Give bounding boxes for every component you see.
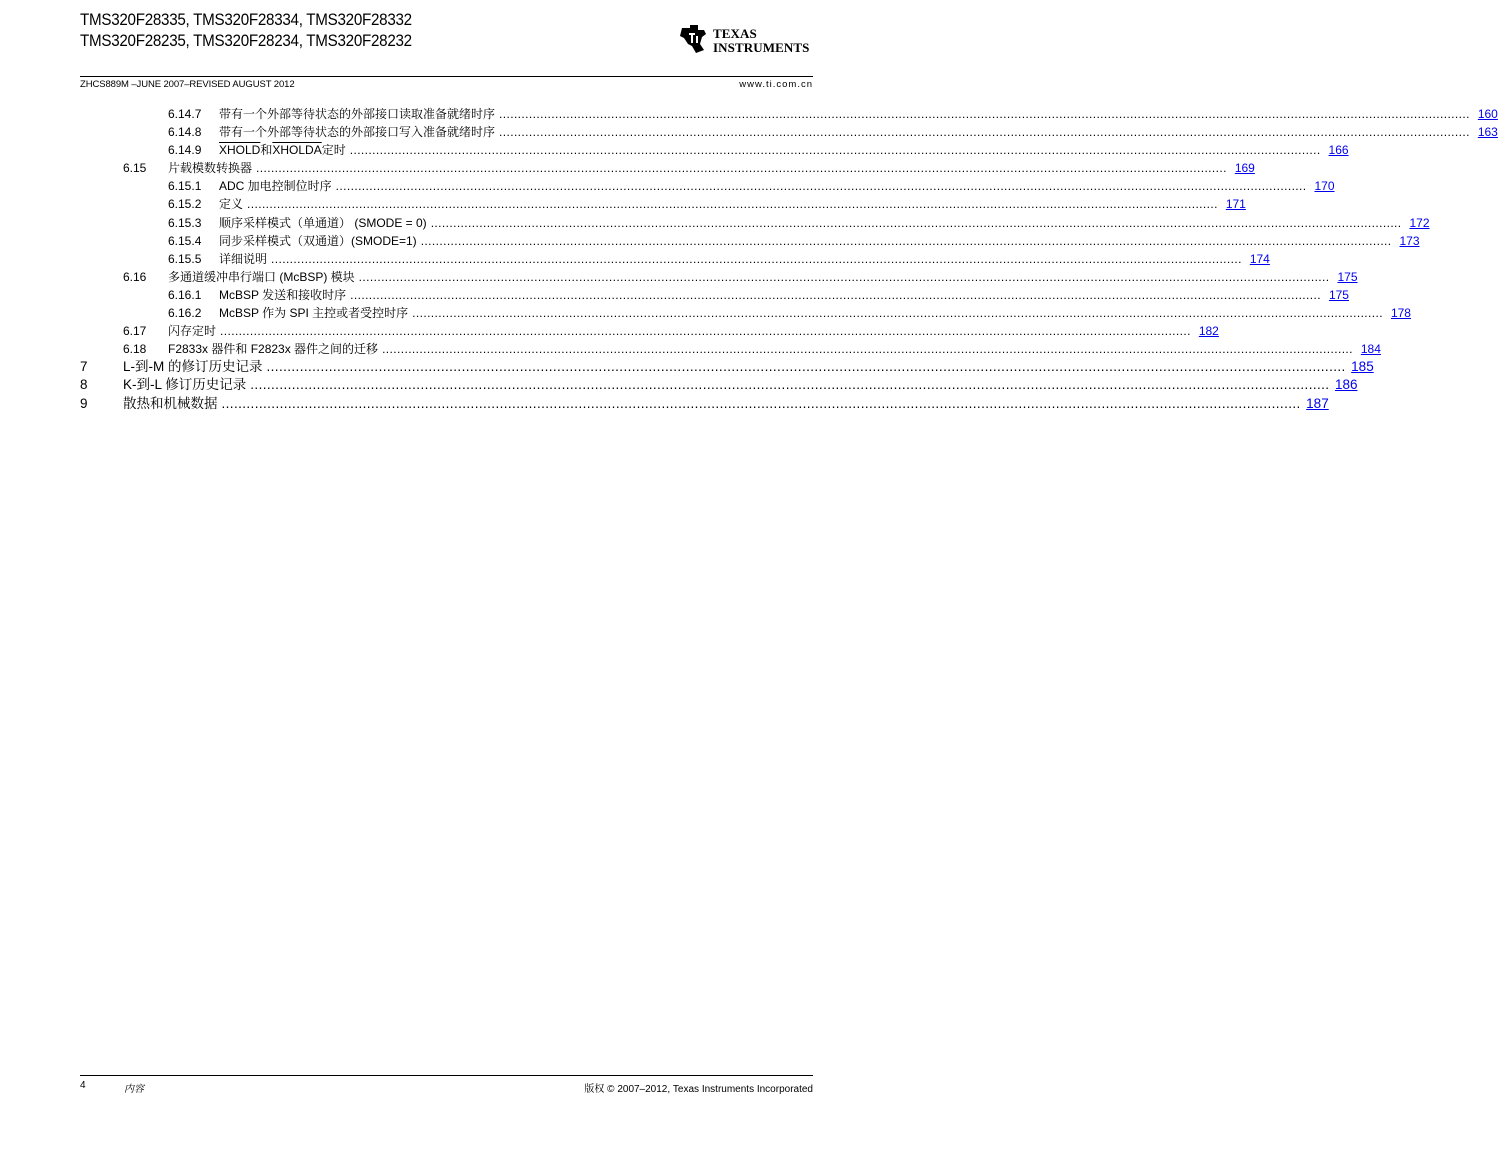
toc-entry-page-link[interactable]: 185 [1351, 359, 1374, 375]
toc-entry-label[interactable]: McBSP 作为 SPI 主控或者受控时序 [219, 306, 409, 321]
toc-entry-number: 6.15.2 [168, 197, 202, 212]
toc-entry-number: 7 [80, 359, 88, 375]
toc-entry-line [168, 159, 1255, 177]
toc-entry-line [219, 304, 1411, 322]
toc-entry-number: 6.16.1 [168, 287, 202, 302]
toc-entry[interactable] [80, 340, 1381, 358]
toc-leader-dots: .................................................................................................................................................................................................................................................................... [335, 179, 1307, 194]
toc-leader-dots: .................................................................................................................................................................................................................................................................... [420, 233, 1392, 248]
toc-entry-line [168, 268, 1358, 286]
toc-entry-line [123, 376, 1358, 394]
toc-entry-number: 8 [80, 377, 88, 393]
toc-entry-line [123, 358, 1374, 376]
header-rule [80, 76, 813, 77]
toc-entry-line [219, 214, 1430, 232]
toc-leader-dots: .................................................................................................................................................................................................................................................................... [220, 324, 1191, 339]
footer-copyright: 版权 © 2007–2012, Texas Instruments Incorporated [584, 1084, 813, 1095]
toc-leader-dots: .................................................................................................................................................................................................................................................................... [247, 197, 1218, 212]
toc-entry-label[interactable]: McBSP 发送和接收时序 [219, 287, 347, 302]
toc-entry-label[interactable]: 顺序采样模式（单通道） (SMODE = 0) [219, 215, 427, 230]
toc-entry[interactable] [80, 395, 1329, 413]
toc-entry-label[interactable]: 片载模数转换器 [168, 161, 253, 176]
ti-logo [678, 24, 818, 58]
footer-rule [80, 1075, 813, 1076]
toc-leader-dots: .................................................................................................................................................................................................................................................................... [499, 125, 1470, 140]
toc-leader-dots: .................................................................................................................................................................................................................................................................... [350, 287, 1321, 302]
toc-entry-line [168, 322, 1219, 340]
toc-entry-page-link[interactable]: 169 [1234, 161, 1255, 176]
toc-leader-dots: .................................................................................................................................................................................................................................................................... [430, 215, 1402, 230]
toc-entry-label[interactable]: 定义 [219, 197, 244, 212]
toc-entry-number: 6.14.9 [168, 143, 202, 158]
toc-entry-label-part: 定时 [321, 143, 346, 158]
toc-leader-dots: .................................................................................................................................................................................................................................................................... [412, 306, 1383, 321]
document-id: ZHCS889M –JUNE 2007–REVISED AUGUST 2012 [80, 79, 295, 90]
toc-entry-number: 6.15 [123, 161, 147, 176]
toc-entry-line [123, 395, 1329, 413]
toc-entry-label[interactable]: 带有一个外部等待状态的外部接口读取准备就绪时序 [219, 107, 496, 121]
toc-leader-dots: .................................................................................................................................................................................................................................................................... [358, 269, 1330, 284]
toc-entry-page-link[interactable]: 175 [1337, 269, 1358, 284]
toc-entry-line [219, 286, 1349, 304]
toc-entry-label[interactable]: 详细说明 [219, 251, 268, 266]
toc-entry[interactable] [80, 159, 1255, 177]
toc-entry-number: 6.16.2 [168, 306, 202, 321]
toc-entry-line [219, 105, 1498, 123]
toc-entry[interactable] [80, 304, 1411, 322]
toc-entry-label[interactable]: 多通道缓冲串行端口 (McBSP) 模块 [168, 269, 355, 284]
toc-entry-label[interactable]: ADC 加电控制位时序 [219, 179, 332, 194]
toc-leader-dots: .................................................................................................................................................................................................................................................................... [250, 377, 1330, 393]
toc-entry-number: 6.16 [123, 269, 147, 284]
toc-entry-label[interactable]: K-到-L 修订历史记录 [123, 377, 247, 393]
website-link[interactable]: www.ti.com.cn [739, 79, 813, 90]
toc-entry[interactable] [80, 141, 1349, 159]
toc-entry-page-link[interactable]: 172 [1409, 215, 1430, 230]
toc-entry-line [219, 141, 1349, 159]
toc-entry-line [219, 232, 1420, 250]
ti-logo-wordmark: TEXAS INSTRUMENTS [713, 26, 810, 55]
toc-entry-page-link[interactable]: 171 [1225, 197, 1246, 212]
toc-entry-line [219, 250, 1270, 268]
toc-entry-label[interactable]: 同步采样模式（双通道）(SMODE=1) [219, 233, 417, 248]
toc-entry-number: 6.14.7 [168, 107, 202, 121]
footer-page-number: 4 [80, 1080, 86, 1091]
toc-entry[interactable] [80, 322, 1219, 340]
toc-entry-label[interactable]: F2833x 器件和 F2823x 器件之间的迁移 [168, 342, 379, 357]
toc-entry-label-part: XHOLDA [272, 143, 322, 158]
toc-entry-label[interactable] [219, 141, 346, 159]
toc-entry[interactable] [80, 268, 1358, 286]
toc-leader-dots: .................................................................................................................................................................................................................................................................... [382, 342, 1353, 357]
toc-entry-page-link[interactable]: 160 [1477, 107, 1498, 121]
ti-logo-icon [678, 24, 710, 54]
toc-leader-dots: .................................................................................................................................................................................................................................................................... [499, 107, 1470, 121]
toc-entry-line [219, 195, 1246, 213]
toc-entry[interactable] [80, 286, 1349, 304]
toc-entry-number: 6.14.8 [168, 125, 202, 140]
table-of-contents [80, 105, 1498, 413]
toc-entry-number: 6.15.3 [168, 215, 202, 230]
toc-entry-page-link[interactable]: 163 [1477, 125, 1498, 140]
toc-entry-number: 6.15.1 [168, 179, 202, 194]
toc-entry-label[interactable]: 闪存定时 [168, 324, 217, 339]
toc-entry-number: 6.18 [123, 342, 147, 357]
toc-entry[interactable] [80, 358, 1374, 376]
toc-entry-page-link[interactable]: 186 [1334, 377, 1358, 393]
toc-entry[interactable] [80, 105, 1498, 123]
toc-entry-page-link[interactable]: 178 [1390, 306, 1411, 321]
toc-entry[interactable] [80, 250, 1270, 268]
toc-entry-page-link[interactable]: 170 [1314, 179, 1335, 194]
toc-entry-line [219, 177, 1335, 195]
document-title [80, 10, 412, 52]
toc-entry-page-link[interactable]: 184 [1360, 342, 1381, 357]
toc-entry[interactable] [80, 195, 1246, 213]
toc-entry[interactable] [80, 214, 1430, 232]
toc-entry-page-link[interactable]: 173 [1399, 233, 1420, 248]
toc-entry[interactable] [80, 232, 1420, 250]
toc-leader-dots: .................................................................................................................................................................................................................................................................... [271, 251, 1242, 266]
toc-entry-page-link[interactable]: 174 [1249, 251, 1270, 266]
toc-entry-label-part: XHOLD [219, 143, 261, 158]
toc-entry-number: 6.15.4 [168, 233, 202, 248]
toc-entry-number: 6.15.5 [168, 251, 202, 266]
toc-entry-page-link[interactable]: 187 [1306, 395, 1329, 411]
toc-entry-page-link[interactable]: 175 [1328, 287, 1349, 302]
toc-leader-dots: .................................................................................................................................................................................................................................................................... [266, 359, 1346, 375]
toc-entry[interactable] [80, 123, 1498, 141]
toc-leader-dots: .................................................................................................................................................................................................................................................................... [349, 143, 1321, 158]
toc-entry-number: 9 [80, 395, 88, 411]
toc-entry-number: 6.17 [123, 324, 147, 339]
toc-entry-label[interactable]: L-到-M 的修订历史记录 [123, 359, 263, 375]
toc-entry-line [168, 340, 1381, 358]
toc-entry-label-part: 和 [260, 143, 273, 158]
toc-entry-page-link[interactable]: 182 [1198, 324, 1219, 339]
title-line-1: TMS320F28335, TMS320F28334, TMS320F28332 [80, 11, 412, 29]
toc-entry[interactable] [80, 177, 1335, 195]
toc-entry-page-link[interactable]: 166 [1328, 143, 1349, 158]
toc-entry-label[interactable]: 带有一个外部等待状态的外部接口写入准备就绪时序 [219, 125, 496, 140]
toc-leader-dots: .................................................................................................................................................................................................................................................................... [221, 395, 1301, 411]
toc-entry[interactable] [80, 376, 1358, 394]
footer-section: 内容 [124, 1084, 144, 1095]
title-line-2: TMS320F28235, TMS320F28234, TMS320F28232 [80, 32, 412, 50]
toc-entry-line [219, 123, 1498, 141]
toc-leader-dots: .................................................................................................................................................................................................................................................................... [256, 161, 1227, 176]
toc-entry-label[interactable]: 散热和机械数据 [123, 395, 218, 411]
